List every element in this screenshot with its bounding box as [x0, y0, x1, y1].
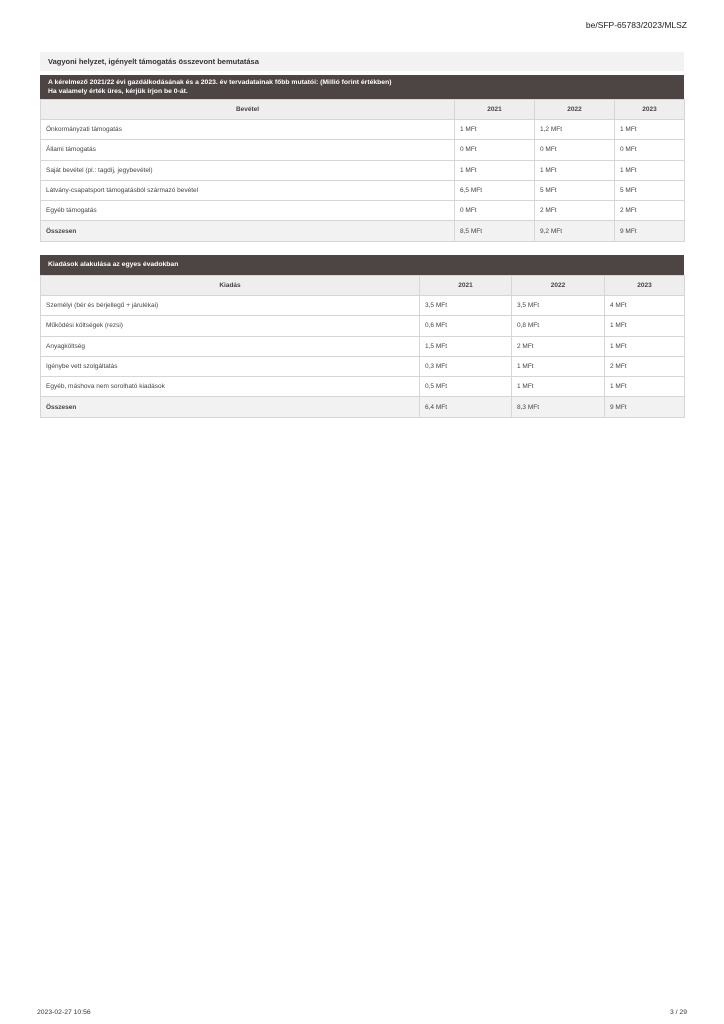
- value-2021: 3,5 MFt: [420, 296, 512, 316]
- row-label: Működési költségek (rezsi): [41, 316, 420, 336]
- value-2022: 0 MFt: [535, 140, 615, 160]
- page-number: 3 / 29: [669, 1009, 687, 1016]
- value-2022: 1 MFt: [535, 160, 615, 180]
- expense-col-2022: 2022: [512, 276, 605, 296]
- revenue-col-label: Bevétel: [41, 100, 455, 120]
- row-label: Saját bevétel (pl.: tagdíj, jegybevétel): [41, 160, 455, 180]
- revenue-header-row: [41, 100, 685, 120]
- table-row: [41, 140, 685, 160]
- row-label: Látvány-csapatsport támogatásból származó bevétel: [41, 180, 455, 200]
- footer-date: 2023-02-27 10:56: [37, 1009, 91, 1016]
- total-2021: 8,5 MFt: [455, 221, 535, 241]
- value-2023: 1 MFt: [615, 120, 685, 140]
- revenue-col-2022: 2022: [535, 100, 615, 120]
- total-row: [41, 221, 685, 241]
- table-row: [41, 180, 685, 200]
- document-reference: be/SFP-65783/2023/MLSZ: [585, 20, 687, 30]
- row-label: Igénybe vett szolgáltatás: [41, 356, 420, 376]
- expense-section: [40, 255, 684, 418]
- table-row: [41, 336, 685, 356]
- revenue-header: [40, 75, 684, 99]
- table-row: [41, 160, 685, 180]
- total-label: Összesen: [41, 397, 420, 417]
- value-2022: 0,8 MFt: [512, 316, 605, 336]
- row-label: Állami támogatás: [41, 140, 455, 160]
- value-2023: 2 MFt: [615, 201, 685, 221]
- value-2023: 5 MFt: [615, 180, 685, 200]
- value-2022: 1,2 MFt: [535, 120, 615, 140]
- value-2022: 1 MFt: [512, 377, 605, 397]
- table-row: [41, 356, 685, 376]
- table-row: [41, 377, 685, 397]
- value-2023: 1 MFt: [605, 336, 685, 356]
- row-label: Egyéb támogatás: [41, 201, 455, 221]
- value-2023: 1 MFt: [605, 316, 685, 336]
- revenue-header-line1: A kérelmező 2021/22 évi gazdálkodásának és a 2023. év tervadatainak főbb mutatói: (Millió forint értékben): [48, 79, 392, 86]
- value-2021: 1,5 MFt: [420, 336, 512, 356]
- revenue-table: [40, 99, 685, 242]
- value-2021: 1 MFt: [455, 160, 535, 180]
- value-2021: 0,5 MFt: [420, 377, 512, 397]
- total-2023: 9 MFt: [615, 221, 685, 241]
- row-label: Önkormányzati támogatás: [41, 120, 455, 140]
- revenue-col-2023: 2023: [615, 100, 685, 120]
- row-label: Személyi (bér és bérjellegű + járulékai): [41, 296, 420, 316]
- table-row: [41, 316, 685, 336]
- value-2023: 1 MFt: [605, 377, 685, 397]
- total-2023: 9 MFt: [605, 397, 685, 417]
- value-2022: 1 MFt: [512, 356, 605, 376]
- expense-col-2021: 2021: [420, 276, 512, 296]
- table-row: [41, 296, 685, 316]
- value-2023: 4 MFt: [605, 296, 685, 316]
- value-2021: 0,3 MFt: [420, 356, 512, 376]
- value-2021: 1 MFt: [455, 120, 535, 140]
- table-row: [41, 201, 685, 221]
- total-2022: 9,2 MFt: [535, 221, 615, 241]
- section-title: Vagyoni helyzet, igényelt támogatás összevont bemutatása: [40, 52, 684, 71]
- value-2023: 1 MFt: [615, 160, 685, 180]
- value-2021: 0,6 MFt: [420, 316, 512, 336]
- value-2022: 2 MFt: [535, 201, 615, 221]
- revenue-header-line2: Ha valamely érték üres, kérjük írjon be 0-át.: [48, 88, 188, 95]
- total-2021: 6,4 MFt: [420, 397, 512, 417]
- revenue-col-2021: 2021: [455, 100, 535, 120]
- row-label: Egyéb, máshova nem sorolható kiadások: [41, 377, 420, 397]
- expense-header: Kiadások alakulása az egyes évadokban: [40, 255, 684, 275]
- table-row: [41, 120, 685, 140]
- total-row: [41, 397, 685, 417]
- total-2022: 8,3 MFt: [512, 397, 605, 417]
- value-2023: 2 MFt: [605, 356, 685, 376]
- total-label: Összesen: [41, 221, 455, 241]
- expense-col-label: Kiadás: [41, 276, 420, 296]
- expense-col-2023: 2023: [605, 276, 685, 296]
- value-2023: 0 MFt: [615, 140, 685, 160]
- value-2021: 0 MFt: [455, 201, 535, 221]
- row-label: Anyagköltség: [41, 336, 420, 356]
- expense-header-row: [41, 276, 685, 296]
- value-2022: 5 MFt: [535, 180, 615, 200]
- value-2021: 6,5 MFt: [455, 180, 535, 200]
- value-2022: 2 MFt: [512, 336, 605, 356]
- expense-table: [40, 275, 685, 418]
- value-2021: 0 MFt: [455, 140, 535, 160]
- revenue-section: [40, 75, 684, 242]
- value-2022: 3,5 MFt: [512, 296, 605, 316]
